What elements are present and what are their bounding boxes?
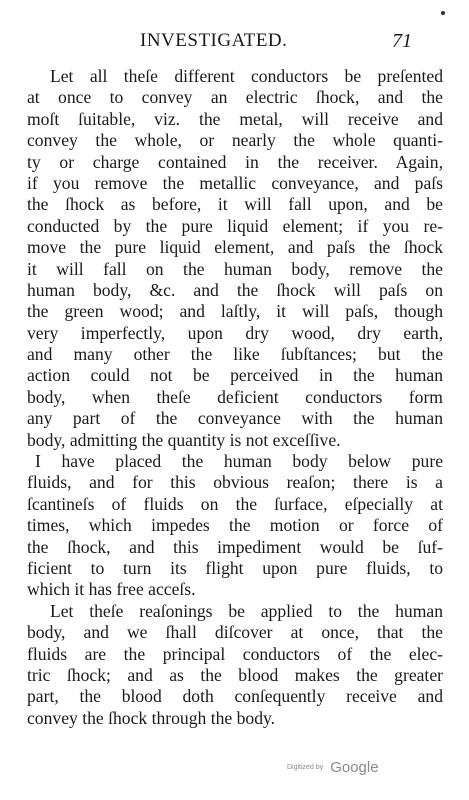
text-line: ty or charge contained in the receiver. Again, [27,151,443,172]
digitized-watermark [287,758,379,776]
text-line: body, and we ſhall diſcover at once, that the [27,622,443,643]
text-line: the green wood; and laſtly, it will paſs, though [27,301,443,322]
page-number: 71 [392,30,412,52]
text-line: times, which impedes the motion or force of [27,515,443,536]
text-line: I have placed the human body below pure [35,451,443,472]
running-head [0,30,469,58]
running-title: INVESTIGATED. [140,30,288,51]
text-line: action could not be perceived in the human [27,365,443,386]
page-speck [441,11,445,15]
text-line: any part of the conveyance with the human [27,408,443,429]
text-line: very imperfectly, upon dry wood, dry earth, [27,322,443,343]
text-line: fluids, and for this obvious reaſon; there is a [27,472,443,493]
text-line: tric ſhock; and as the blood makes the greater [27,664,443,685]
text-line: ficient to turn its flight upon pure fluids, to [27,557,443,578]
text-line: fluids are the principal conductors of the elec- [27,643,443,664]
text-line: Let all theſe different conductors be preſented [50,66,443,86]
text-line: conducted by the pure liquid element; if you re- [27,215,443,236]
text-line: convey the ſhock through the body. [27,707,276,728]
text-line: and many other the like ſubſtances; but the [27,344,443,365]
text-line: it will fall on the human body, remove the [27,258,443,279]
watermark-prefix: Digitized by [287,763,324,771]
text-line: the ſhock, and this impediment would be ſuf- [27,536,443,557]
text-line: Let theſe reaſonings be applied to the human [50,600,443,621]
text-line: convey the whole, or nearly the whole quanti- [27,130,443,151]
text-line: which it has free acceſs. [27,579,196,600]
text-line: move the pure liquid element, and paſs the ſhock [27,237,443,258]
text-line: moſt ſuitable, viz. the metal, will receive and [27,108,443,129]
text-line: human body, &c. and the ſhock will paſs on [27,279,443,300]
text-line: ſcantineſs of fluids on the ſurface, eſpecially at [27,493,443,514]
text-line: part, the blood doth conſequently receive and [27,686,443,707]
text-line: if you remove the metallic conveyance, and paſs [27,172,443,193]
text-line: the ſhock as before, it will fall upon, and be [27,194,443,215]
text-line: at once to convey an electric ſhock, and the [27,87,443,108]
text-line: body, when theſe deficient conductors form [27,386,443,407]
text-line: body, admitting the quantity is not exceſſive. [27,429,341,450]
google-logo: Google [330,758,379,776]
body-text [27,66,443,729]
